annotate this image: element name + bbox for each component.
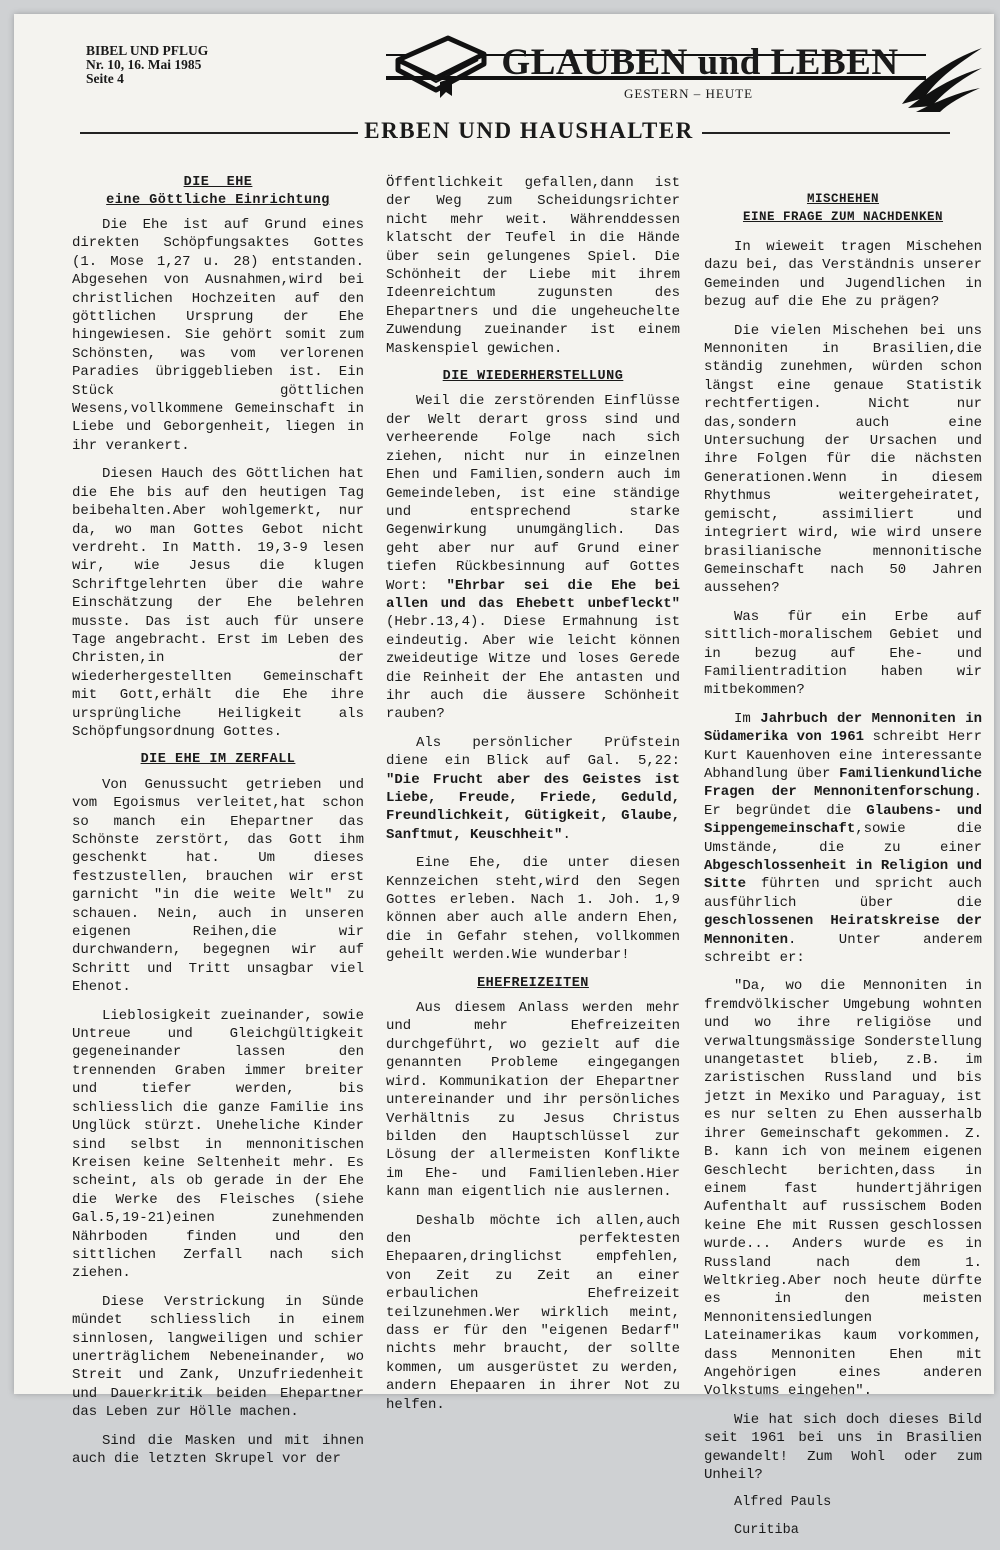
bible-quote: "Die Frucht aber des Geistes ist Liebe, Freude, Friede, Geduld, Freundlichkeit, Gütigkeit, Glaube, Sanftmut, Keuschheit" xyxy=(386,771,680,843)
imprint xyxy=(86,44,208,86)
paragraph: Aus diesem Anlass werden mehr und mehr Ehefreizeiten durchgeführt, wo gezielt auf die genannten Probleme eingegangen wird. Kommunikation der Ehepartner untereinander und ihr persönliches Verhältnis zu Jesus Christus bilden den Hauptschlüssel zur Lösung der allermeisten Konflikte im Ehe- und Familienleben.Hier kann man eigentlich nie auslernen. xyxy=(386,1000,680,1201)
paragraph: Deshalb möchte ich allen,auch den perfektesten Ehepaaren,dringlichst empfehlen, von Zeit zu Zeit an einer erbaulichen Ehefreizeit teilzunehmen.Wer wirklich meint, dass er für den "eigenen Bedarf" nichts mehr braucht, der sollte kommen, um ausgerüstet zu werden, andern Ehepaaren in ihrer Not zu helfen. xyxy=(386,1212,680,1413)
masthead-title: GLAUBEN und LEBEN xyxy=(501,42,899,83)
paragraph: In wieweit tragen Mischehen dazu bei, das Verständnis unserer Gemeinden und Jugendlichen in bezug auf die Ehe zu prägen? xyxy=(704,239,982,311)
paragraph: Diese Verstrickung in Sünde mündet schliesslich in einem sinnlosen, langweiligen und schier unerträglichem Nebeneinander, wo Streit und Zank, Unzufriedenheit und Dauerkritik beiden Ehepartner das Leben zur Hölle machen. xyxy=(72,1293,364,1421)
heading-wiederherstellung: DIE WIEDERHERSTELLUNG xyxy=(442,369,624,385)
heading-die-ehe-line2: eine Göttliche Einrichtung xyxy=(106,193,330,208)
title-rule-right xyxy=(702,132,950,134)
section-title: ERBEN UND HAUSHALTER xyxy=(364,118,694,143)
text-run: . Unter anderem schreibt er: xyxy=(704,931,982,967)
heading-die-ehe-line1: DIE EHE xyxy=(183,175,253,190)
heading-mischehen-line1: MISCHEHEN xyxy=(806,192,879,206)
masthead-subtitle: GESTERN – HEUTE xyxy=(624,86,754,101)
book-logo-icon xyxy=(392,34,490,98)
text-run: schreibt Herr Kurt Kauenhoven eine interessante Abhandlung über xyxy=(704,729,982,782)
heading-mischehen xyxy=(704,190,982,226)
paragraph: Was für ein Erbe auf sittlich-moralischem Gebiet und in bezug auf Ehe- und Familientradition haben wir mitbekommen? xyxy=(704,608,982,699)
paragraph: Wie hat sich doch dieses Bild seit 1961 bei uns in Brasilien gewandelt! Zum Wohl oder zum Unheil? xyxy=(704,1411,982,1483)
paragraph xyxy=(704,710,982,968)
paragraph: Diesen Hauch des Göttlichen hat die Ehe bis auf den heutigen Tag beibehalten.Aber wohlgemerkt, nur da, wo man Gottes Gebot nicht verdreht. In Matth. 19,3-9 lesen wir, wie Jesus die klugen Schriftgelehrten über die wahre Einschätzung der Ehe belehren musste. Das ist auch für unsere Tage angebracht. Erst im Leben des Christen,in der wiederhergestellten Gemeinschaft mit Gott,erhält die Ehe ihre ursprüngliche Heiligkeit als Schöpfungsordnung Gottes. xyxy=(72,466,364,740)
paragraph: Die vielen Mischehen bei uns Mennoniten in Brasilien,die ständig zunehmen, würden schon längst eine genaue Statistik rechtfertigen. Nicht nur das,sondern auch eine Untersuchung der Ursachen und ihre Folgen für die nächsten Generationen.Wenn in diesem Rhythmus weitergeheiratet, gemischt, assimiliert und integriert wird, wie wird unsere brasilianische mennonitische Gemeinschaft nach 50 Jahren aussehen? xyxy=(704,322,982,597)
paragraph: Eine Ehe, die unter diesen Kennzeichen steht,wird den Segen Gottes erleben. Nach 1. Joh. 1,9 können aber auch alle andern Ehen, die in Gefahr stehen, vollkommen geheilt werden.Wie wunderbar! xyxy=(386,855,680,964)
column-3 xyxy=(704,190,982,1550)
bold-run: Familienkundliche Fragen der Mennonitenforschung xyxy=(704,765,982,801)
paragraph: Lieblosigkeit zueinander, sowie Untreue und Gleichgültigkeit gegeneinander lassen den trennenden Graben immer breiter und tiefer werden, bis schliesslich die ganze Familie ins Unglück stürzt. Uneheliche Kinder sind selbst in mennonitischen Kreisen keine Seltenheit mehr. Es scheint, als ob gerade in der Ehe die Werke des Fleisches (siehe Gal.5,19-21)einen zunehmenden Nährboden finden und den sittlichen Zerfall nach sich ziehen. xyxy=(72,1007,364,1282)
column-1 xyxy=(72,174,364,1478)
heading-ehe-im-zerfall: DIE EHE IM ZERFALL xyxy=(140,752,296,768)
bold-run: geschlossenen Heiratskreise der Mennoniten xyxy=(704,913,982,948)
text-run: führten und spricht auch ausführlich über die xyxy=(704,876,982,911)
author-city: Curitiba xyxy=(734,1523,799,1539)
paragraph: Sind die Masken und mit ihnen auch die letzten Skrupel vor der xyxy=(72,1432,364,1467)
imprint-publication: BIBEL UND PFLUG xyxy=(86,43,209,58)
bible-quote: "Ehrbar sei die Ehe bei allen und das Ehebett unbefleckt" xyxy=(386,577,680,612)
paragraph: Die Ehe ist auf Grund eines direkten Schöpfungsaktes Gottes (1. Mose 1,27 u. 28) entstanden. Abgesehen von Ausnahmen,wird bei christlichen Hochzeiten auf den göttlichen Ursprung der Ehe hingewiesen. Sie gehört somit zum Schönsten, was vom verlorenen Paradies übriggeblieben ist. Ein Stück göttlichen Wesens,vollkommene Gemeinschaft in Liebe und Geborgenheit, liegen in ihr verankert. xyxy=(72,217,364,454)
text-run: Als persönlicher Prüfstein diene ein Blick auf Gal. 5,22: xyxy=(386,734,680,770)
text-run: Weil die zerstörenden Einflüsse der Welt derart gross sind und verheerende Folge nach sich ziehen, nicht nur in einzelnen Ehen und Familien,sondern auch im Gemeindeleben, ist eine ständige und entsprechend starke Gegenwirkung unumgänglich. Das geht aber nur auf Grund einer tiefen Rückbesinnung auf Gottes Wort: xyxy=(386,393,680,594)
bold-run: Abgeschlossenheit in Religion und Sitte xyxy=(704,858,982,893)
wings-logo-icon xyxy=(898,42,984,112)
bold-run: Jahrbuch der Mennoniten in Südamerika von 1961 xyxy=(704,710,982,746)
paragraph: Öffentlichkeit gefallen,dann ist der Weg zum Scheidungsrichter nicht mehr weit. Währenddessen klatscht der Teufel in die Hände über sein gelungenes Spiel. Die Schönheit der Liebe mit ihrem Ideenreichtum zugunsten des Ehepartners und die ungeheuchelte Zuwendung zueinander ist einem Maskenspiel gewichen. xyxy=(386,175,680,357)
paragraph: Von Genussucht getrieben und vom Egoismus verleitet,hat schon so manch ein Ehepartner das Schönste zerstört, das Gott ihm geschenkt hat. Um dieses festzustellen, brauchen wir erst garnicht "in die weite Welt" zu schauen. Nein, auch in unseren eigenen Reihen,die wir durchwandern, begegnen wir auf Schritt und Tritt unsagbar viel Ehenot. xyxy=(72,776,364,996)
heading-ehefreizeiten: EHEFREIZEITEN xyxy=(477,975,589,991)
text-run: . xyxy=(562,826,571,843)
text-run: (Hebr.13,4). Diese Ermahnung ist eindeutig. Aber wie leicht können zweideutige Witze und loses Gerede die Reinheit der Ehe antasten und ihr auch die äussere Schönheit rauben? xyxy=(386,614,680,723)
text-run: Im xyxy=(734,710,761,727)
column-2 xyxy=(386,174,680,1424)
heading-die-ehe xyxy=(72,174,364,210)
text-run: ,sowie die Umstände, die zu einer xyxy=(704,821,982,856)
newspaper-page xyxy=(14,14,994,1539)
paragraph xyxy=(386,734,680,844)
imprint-page: Seite 4 xyxy=(86,71,124,86)
quote-paragraph: "Da, wo die Mennoniten in fremdvölkischer Umgebung wohnten und wo ihre religiöse und verwaltungsmässige Sonderstellung unangetastet blieb, z.B. im zaristischen Russland und bis jetzt in Mexiko und Paraguay, ist es nur selten zu Ehen ausserhalb ihrer Gemeinschaft gekommen. Z. B. kann ich von meinem eigenen Geschlecht berichten,dass in einem fast hundertjährigen Aufenthalt auf russischem Boden keine Ehe mit Russen geschlossen wurde... Anders wurde es in Russland nach dem 1. Weltkrieg.Aber noch heute dürfte es in den meisten Mennonitensiedlungen Lateinamerikas kaum vorkommen, dass Mennoniten Ehen mit Angehörigen eines anderen Volkstums eingehen". xyxy=(704,978,982,1400)
imprint-issue: Nr. 10, 16. Mai 1985 xyxy=(86,57,202,72)
title-rule-left xyxy=(80,132,358,134)
heading-mischehen-line2: EINE FRAGE ZUM NACHDENKEN xyxy=(742,210,944,224)
text-run: . Er begründet die xyxy=(704,784,982,819)
paragraph xyxy=(386,392,680,723)
bold-run: Glaubens- und Sippengemeinschaft xyxy=(704,802,983,838)
author-name: Alfred Pauls xyxy=(734,1495,832,1511)
